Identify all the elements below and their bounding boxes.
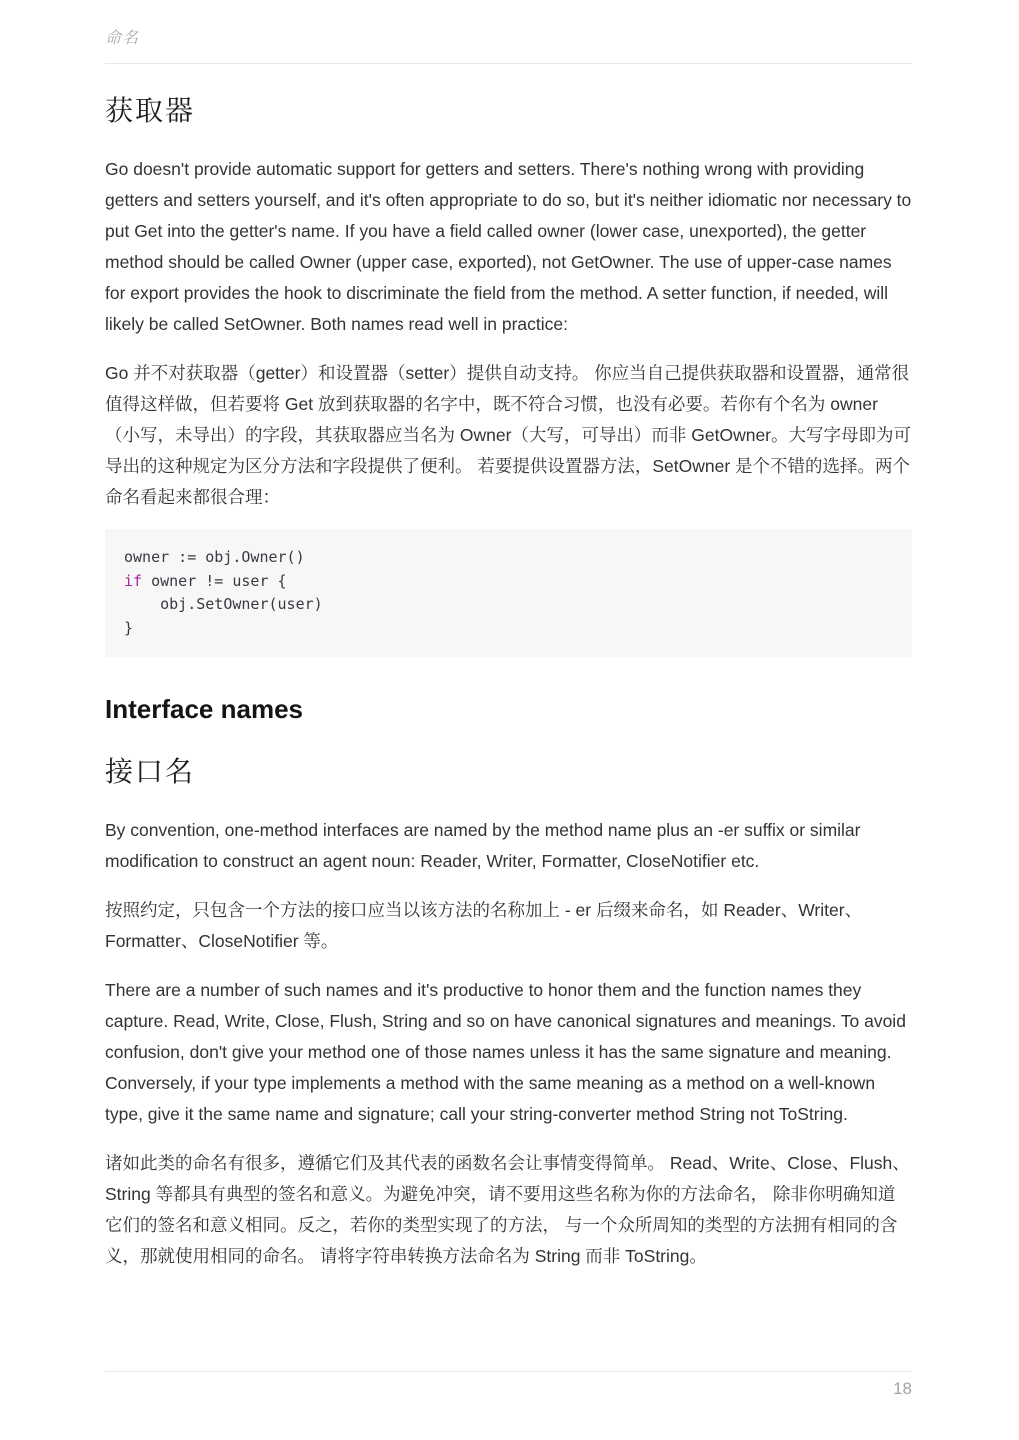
code-block — [105, 529, 912, 657]
interface-paragraph2-english: There are a number of such names and it's productive to honor them and the function names they capture. Read, Write, Close, Flush, String and so on have canonical signatures and meanings. To avoid confusion, don't give your method one of those names unless it has the same signature and meaning. Conversely, if your type implements a method with the same meaning as a method on a well-known type, give it the same name and signature; call your string-converter method String not ToString. — [105, 980, 906, 1124]
interface-paragraph1-english: By convention, one-method interfaces are named by the method name plus an -er suffix or similar modification to construct an agent noun: Reader, Writer, Formatter, CloseNotifier etc. — [105, 820, 861, 871]
section-heading-getters: 获取器 — [105, 96, 196, 127]
page-footer — [105, 1371, 912, 1399]
section-heading-interface-names-english: Interface names — [105, 694, 303, 724]
interface-paragraph2-chinese: 诸如此类的命名有很多，遵循它们及其代表的函数名会让事情变得简单。 Read、Write、Close、Flush、 String 等都具有典型的签名和意义。为避免冲突，请不要用这些名称为你的方法命名， 除非你明确知道它们的签名和意义相同。反之，若你的类型实现了的方法， 与一个众所周知的类型的方法拥有相同的含义，那就使用相同的命名。 请将字符串转换方法命名为 String 而非 ToString。 — [105, 1153, 910, 1266]
page-number: 18 — [893, 1379, 912, 1398]
getters-paragraph-english: Go doesn't provide automatic support for getters and setters. There's nothing wrong with providing getters and setters yourself, and it's often appropriate to do so, but it's neither idiomatic nor necessary to put Get into the getter's name. If you have a field called owner (lower case, unexported), the getter method should be called Owner (upper case, exported), not GetOwner. The use of upper-case names for export provides the hook to discriminate the field from the method. A setter function, if needed, will likely be called SetOwner. Both names read well in practice: — [105, 159, 912, 334]
getters-paragraph-chinese: Go 并不对获取器（getter）和设置器（setter）提供自动支持。 你应当自己提供获取器和设置器，通常很值得这样做，但若要将 Get 放到获取器的名字中，既不符合习惯，也没有必要。若你有个名为 owner （小写，未导出）的字段，其获取器应当名为 Owner（大写，可导出）而非 GetOwner。大写字母即为可导出的这种规定为区分方法和字段提供了便利。 若要提供设置器方法，SetOwner 是个不错的选择。两个命名看起来都很合理： — [105, 363, 912, 507]
running-header-title: 命名 — [105, 30, 140, 47]
code-line: } — [124, 618, 134, 637]
running-header — [105, 0, 912, 64]
code-line: if owner != user { — [124, 571, 287, 590]
section-heading-interface-names-chinese: 接口名 — [105, 757, 196, 788]
code-line: owner := obj.Owner() — [124, 548, 305, 566]
code-line: obj.SetOwner(user) — [124, 595, 323, 613]
interface-paragraph1-chinese: 按照约定，只包含一个方法的接口应当以该方法的名称加上 - er 后缀来命名，如 Reader、Writer、 Formatter、CloseNotifier 等。 — [105, 900, 863, 951]
